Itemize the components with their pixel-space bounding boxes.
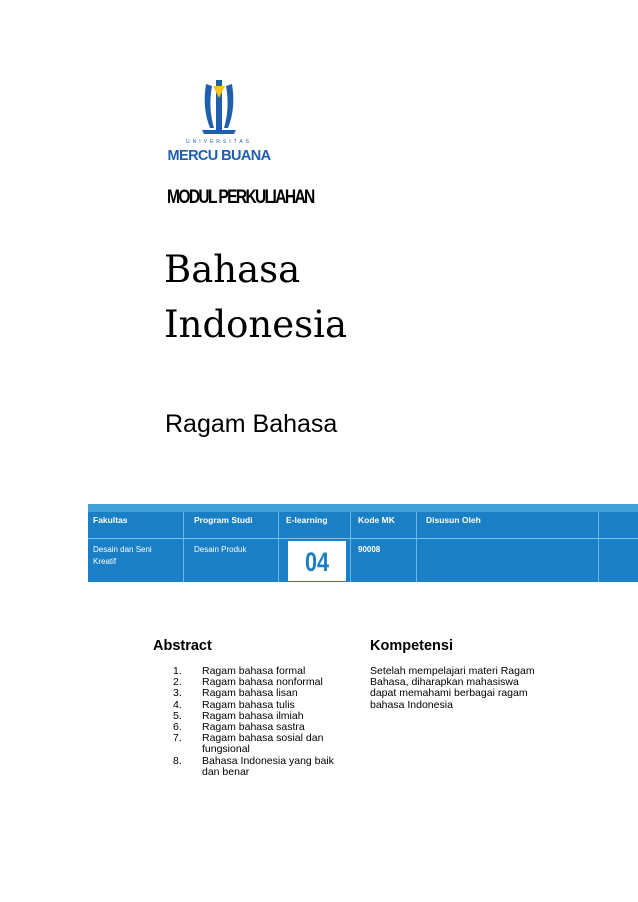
list-item-number: 7. — [173, 732, 182, 745]
list-item-number: 2. — [173, 676, 182, 689]
header-disusun-oleh: Disusun Oleh — [426, 515, 481, 525]
value-kode-mk: 90008 — [358, 545, 381, 554]
column-divider — [350, 512, 351, 582]
list-item-text: Ragam bahasa ilmiah — [202, 709, 304, 722]
list-item-text: Ragam bahasa formal — [202, 665, 306, 677]
university-logo — [158, 78, 280, 174]
page-title — [164, 242, 347, 352]
row-divider — [88, 538, 638, 539]
value-fakultas-line-2: Kreatif — [93, 557, 117, 566]
list-item-number: 3. — [173, 687, 182, 700]
column-divider — [183, 512, 184, 582]
abstract-heading: Abstract — [153, 638, 212, 654]
column-divider — [278, 512, 279, 582]
list-item — [173, 733, 348, 755]
header-elearning: E-learning — [286, 515, 328, 525]
kompetensi-text: Setelah mempelajari materi Ragam Bahasa, diharapkan mahasiswa dapat memahami berbagai ragam bahasa Indonesia — [370, 665, 535, 711]
value-fakultas-line-1: Desain dan Seni — [93, 545, 152, 554]
list-item-number: 5. — [173, 709, 182, 722]
header-kode-mk: Kode MK — [358, 515, 395, 525]
column-divider — [416, 512, 417, 582]
info-band-top-edge — [88, 504, 638, 512]
list-item-number: 4. — [173, 698, 182, 711]
abstract-list — [173, 666, 348, 778]
list-item-number: 8. — [173, 754, 182, 767]
list-item-text: Ragam bahasa sosial dan fungsional — [202, 732, 324, 756]
list-item-text: Ragam bahasa lisan — [202, 687, 298, 700]
logo-university-label: UNIVERSITAS — [186, 139, 252, 145]
list-item-number: 1. — [173, 665, 182, 677]
logo-emblem-icon — [158, 78, 280, 138]
kompetensi-heading: Kompetensi — [370, 638, 453, 654]
value-program-studi: Desain Produk — [194, 545, 247, 554]
modul-label: MODUL PERKULIAHAN — [167, 187, 314, 208]
header-fakultas: Fakultas — [93, 515, 128, 525]
list-item-number: 6. — [173, 721, 182, 734]
module-number-box — [288, 541, 346, 581]
header-program-studi: Program Studi — [194, 515, 253, 525]
list-item-text: Ragam bahasa tulis — [202, 698, 295, 711]
title-line-2: Indonesia — [164, 303, 348, 346]
list-item-text: Ragam bahasa nonformal — [202, 676, 323, 689]
list-item — [173, 756, 348, 778]
list-item-text: Bahasa Indonesia yang baik dan benar — [202, 754, 334, 778]
column-divider — [598, 512, 599, 582]
value-fakultas — [93, 544, 152, 568]
module-number: 04 — [304, 547, 330, 577]
logo-university-name: MERCU BUANA — [167, 148, 271, 164]
page-subtitle: Ragam Bahasa — [165, 410, 338, 438]
info-band — [88, 504, 638, 582]
title-line-1: Bahasa — [164, 248, 301, 291]
list-item-text: Ragam bahasa sastra — [202, 721, 305, 734]
